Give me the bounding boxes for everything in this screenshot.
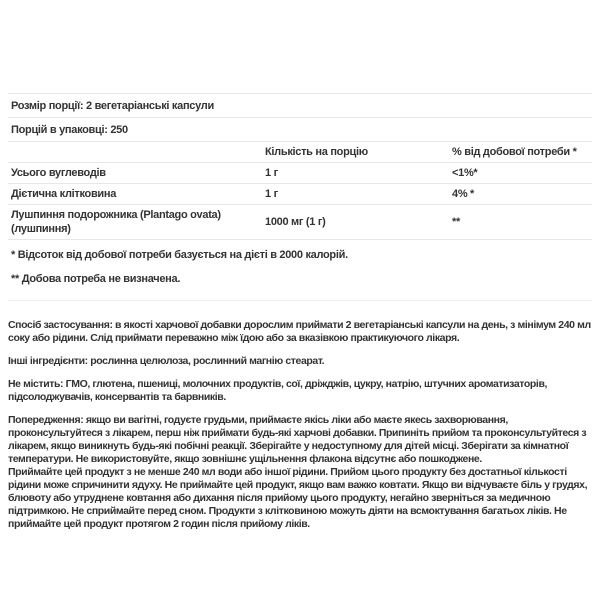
- table-row: [8, 163, 592, 184]
- daily-value-footnote: * Відсоток від добової потреби базується на дієті в 2000 калорій.: [11, 249, 348, 261]
- directions-text: Спосіб застосування: в якості харчової добавки дорослим приймати 2 вегетаріанські капсули на день, з мінімум 240 мл соку або рідини. Слід приймати переважно між їдою або за вказівкою практикуючого лікаря.: [8, 319, 591, 344]
- header-daily-value: % від добової потреби *: [452, 146, 577, 158]
- table-row: [8, 184, 592, 205]
- nutrient-name: Дієтична клітковина: [11, 188, 117, 200]
- serving-size-row: [8, 94, 592, 118]
- table-row: [8, 205, 592, 240]
- does-not-contain-text: Не містить: ГМО, глютена, пшениці, молочних продуктів, сої, дріжджів, цукру, натрію, штучних ароматизаторів, підсолоджувачів, консервантів та барвників.: [8, 378, 548, 403]
- nutrient-dv: **: [452, 216, 460, 228]
- nutrient-amount: 1000 мг (1 г): [265, 216, 326, 228]
- header-amount-per-serving: Кількість на порцію: [265, 146, 368, 158]
- warnings-part-2: Приймайте цей продукт з не менше 240 мл води або іншої рідини. Прийом цього продукту без достатньої кількості рідини може спричинити ядуху. Не приймайте цей продукт, якщо вам важко ковтати. Якщо ви відчуваєте біль у грудях, блювоту або утруднене ковтання або дихання після прийому цього продукту, негайно зверніться за медичною підтримкою. Не сприймайте перед сном. Продукти з клітковиною можуть діяти на всмоктування багатьох ліків. Не приймайте цей продукт протягом 2 годин після прийому ліків.: [8, 466, 588, 530]
- servings-per-container-row: [8, 118, 592, 142]
- nutrient-dv: <1%*: [452, 167, 478, 179]
- warnings-part-1: Попередження: якщо ви вагітні, годуєте грудьми, приймаєте якісь ліки або маєте якесь захворювання, проконсультуйтеся з лікарем, перш ніж приймати будь-які харчові добавки. Припиніть прийом та проконсультуйтеся з лікарем, якщо виникнуть будь-які побічні реакції. Зберігайте у недоступному для дітей місці. Зберігати за кімнатної температури. Не використовуйте, якщо зовнішнє ущільнення флакона відсутнє або пошкоджене.: [8, 414, 587, 465]
- label-paragraphs: [8, 301, 592, 531]
- nutrient-amount: 1 г: [265, 167, 278, 179]
- nutrient-name: Лушпиння подорожника (Plantago ovata) (лушпиння): [11, 209, 221, 235]
- supplement-facts-table: [8, 93, 592, 240]
- footnotes: [8, 240, 592, 301]
- other-ingredients-text: Інші інгредієнти: рослинна целюлоза, рослинний магнію стеарат.: [8, 355, 325, 367]
- daily-value-not-established-footnote: ** Добова потреба не визначена.: [11, 273, 181, 285]
- nutrient-dv: 4% *: [452, 188, 475, 200]
- serving-size-text: Розмір порції: 2 вегетаріанські капсули: [11, 99, 214, 112]
- nutrient-name: Усього вуглеводів: [11, 167, 106, 179]
- nutrient-amount: 1 г: [265, 188, 278, 200]
- table-header-row: [8, 142, 592, 163]
- warnings-text: [8, 414, 592, 531]
- servings-per-container-text: Порцій в упаковці: 250: [11, 123, 128, 136]
